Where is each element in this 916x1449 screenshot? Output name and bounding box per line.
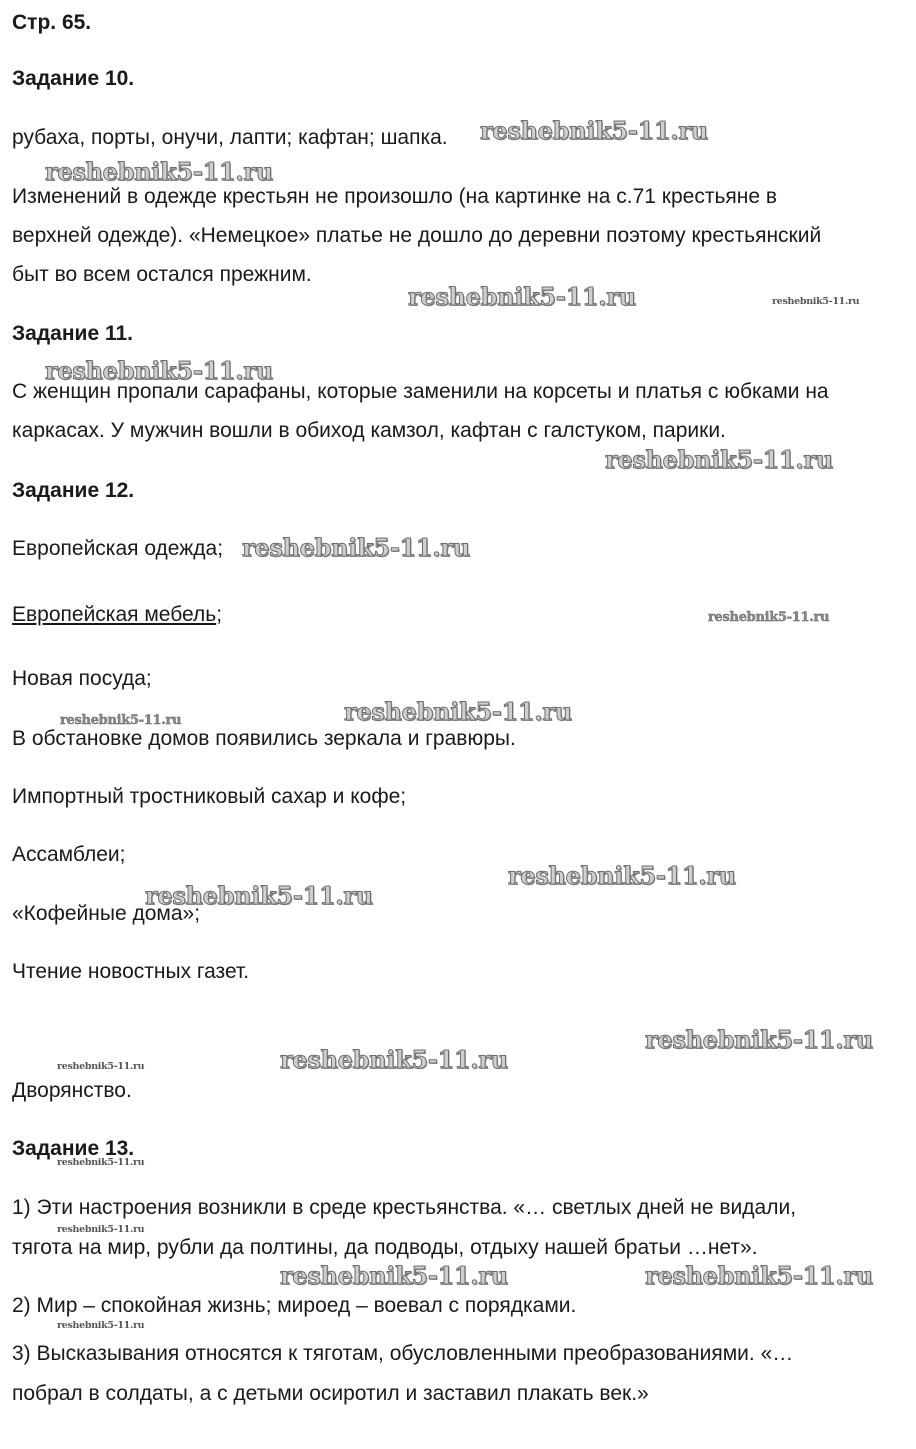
task-13-line-5: побрал в солдаты, а с детьми осиротил и заставил плакать век.» (12, 1382, 649, 1405)
watermark: reshebnik5-11.ru (145, 881, 373, 910)
watermark: reshebnik5-11.ru (772, 296, 860, 307)
task-13-line-1: 1) Эти настроения возникли в среде крестьянства. «… светлых дней не видали, (12, 1196, 797, 1219)
task-12-item-8: Чтение новостных газет. (12, 960, 250, 983)
task-12-heading: Задание 12. (12, 479, 135, 502)
task-12-item-5: Импортный тростниковый сахар и кофе; (12, 785, 407, 808)
task-13-heading: Задание 13. (12, 1137, 135, 1160)
task-13-line-4: 3) Высказывания относятся к тяготам, обусловленными преобразованиями. «… (12, 1342, 794, 1365)
task-10-line-4: быт во всем остался прежним. (12, 263, 312, 286)
watermark: reshebnik5-11.ru (344, 697, 572, 726)
task-11-heading: Задание 11. (12, 322, 133, 345)
task-10-heading: Задание 10. (12, 67, 135, 90)
watermark: reshebnik5-11.ru (57, 1061, 145, 1072)
task-13-line-2: тягота на мир, рубли да полтины, да подводы, отдыху нашей братьи …нет». (12, 1236, 758, 1259)
watermark: reshebnik5-11.ru (45, 356, 273, 385)
watermark: reshebnik5-11.ru (645, 1261, 873, 1290)
watermark: reshebnik5-11.ru (480, 116, 708, 145)
watermark: reshebnik5-11.ru (280, 1045, 508, 1074)
task-10-line-3: верхней одежде). «Немецкое» платье не дошло до деревни поэтому крестьянский (12, 224, 822, 247)
watermark: reshebnik5-11.ru (508, 861, 736, 890)
watermark: reshebnik5-11.ru (408, 282, 636, 311)
watermark: reshebnik5-11.ru (605, 445, 833, 474)
watermark: reshebnik5-11.ru (57, 1224, 145, 1235)
watermark: reshebnik5-11.ru (60, 713, 182, 728)
watermark: reshebnik5-11.ru (57, 1320, 145, 1331)
task-11-line-2: каркасах. У мужчин вошли в обиход камзол, кафтан с галстуком, парики. (12, 419, 726, 442)
watermark: reshebnik5-11.ru (45, 157, 273, 186)
watermark: reshebnik5-11.ru (280, 1261, 508, 1290)
task-12-item-1: Европейская одежда; (12, 537, 224, 560)
page-label: Стр. 65. (12, 11, 92, 34)
task-12-item-6: Ассамблеи; (12, 843, 126, 866)
watermark: reshebnik5-11.ru (708, 610, 830, 625)
watermark: reshebnik5-11.ru (242, 533, 470, 562)
task-12-item-3: Новая посуда; (12, 667, 152, 690)
task-11-line-1: С женщин пропали сарафаны, которые заменили на корсеты и платья с юбками на (12, 380, 829, 403)
task-10-line-2: Изменений в одежде крестьян не произошло (на картинке на с.71 крестьяне в (12, 185, 778, 208)
watermark: reshebnik5-11.ru (57, 1157, 145, 1168)
task-12-item-2-semicolon: ; (216, 603, 223, 626)
task-12-item-9: Дворянство. (12, 1079, 132, 1102)
task-12-item-4: В обстановке домов появились зеркала и гравюры. (12, 727, 516, 750)
task-10-line-1: рубаха, порты, онучи, лапти; кафтан; шапка. (12, 126, 448, 149)
watermark: reshebnik5-11.ru (645, 1025, 873, 1054)
task-12-item-7: «Кофейные дома»; (12, 902, 201, 925)
task-13-line-3: 2) Мир – спокойная жизнь; мироед – воевал с порядками. (12, 1294, 577, 1317)
task-12-item-2-text: Европейская мебель (12, 603, 217, 626)
task-12-item-2 (12, 602, 222, 628)
